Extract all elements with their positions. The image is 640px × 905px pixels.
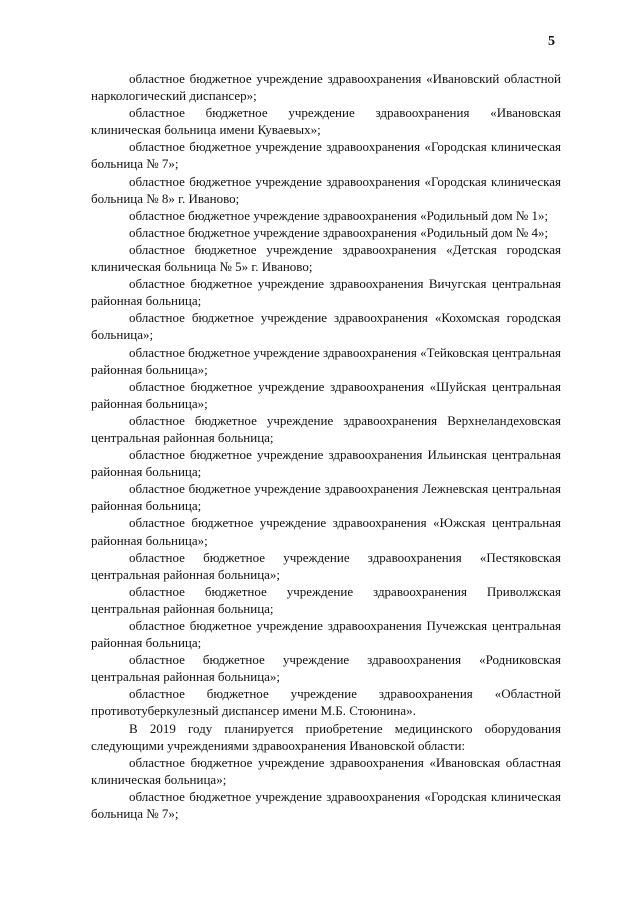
- paragraph-13: областное бюджетное учреждение здравоохранения Ильинская центральная районная больница;: [91, 447, 561, 480]
- paragraph-10: областное бюджетное учреждение здравоохранения «Тейковская центральная районная больница»;: [91, 344, 561, 377]
- paragraph-4: областное бюджетное учреждение здравоохранения «Городская клиническая больница № 8» г. Иваново;: [91, 173, 561, 206]
- paragraph-22: областное бюджетное учреждение здравоохранения «Ивановская областная клиническая больница»;: [91, 754, 561, 787]
- paragraph-8: областное бюджетное учреждение здравоохранения Вичугская центральная районная больница;: [91, 276, 561, 309]
- paragraph-7: областное бюджетное учреждение здравоохранения «Детская городская клиническая больница № 5» г. Иваново;: [91, 241, 561, 275]
- paragraph-23: областное бюджетное учреждение здравоохранения «Городская клиническая больница № 7»;: [91, 788, 561, 822]
- paragraph-5: областное бюджетное учреждение здравоохранения «Родильный дом № 1»;: [129, 207, 549, 223]
- paragraph-2: областное бюджетное учреждение здравоохранения «Ивановская клиническая больница имени Куваевых»;: [91, 105, 561, 138]
- paragraph-20: областное бюджетное учреждение здравоохранения «Областной противотуберкулезный диспансер имени М.Б. Стоюнина».: [91, 686, 561, 719]
- paragraph-15: областное бюджетное учреждение здравоохранения «Южская центральная районная больница»;: [91, 515, 561, 548]
- paragraph-18: областное бюджетное учреждение здравоохранения Пучежская центральная районная больница;: [91, 618, 561, 651]
- paragraph-3: областное бюджетное учреждение здравоохранения «Городская клиническая больница № 7»;: [91, 139, 561, 172]
- paragraph-1: областное бюджетное учреждение здравоохранения «Ивановский областной наркологический диспансер»;: [91, 71, 561, 104]
- paragraph-14: областное бюджетное учреждение здравоохранения Лежневская центральная районная больница;: [91, 481, 561, 514]
- paragraph-21: В 2019 году планируется приобретение медицинского оборудования следующими учреждениями здравоохранения Ивановской области:: [91, 720, 561, 753]
- paragraph-16: областное бюджетное учреждение здравоохранения «Пестяковская центральная районная больница»;: [91, 549, 561, 582]
- page-number: 5: [548, 34, 555, 49]
- paragraph-9: областное бюджетное учреждение здравоохранения «Кохомская городская больница»;: [91, 310, 561, 343]
- document-body: [91, 70, 561, 822]
- paragraph-12: областное бюджетное учреждение здравоохранения Верхнеландеховская центральная районная больница;: [91, 412, 561, 445]
- paragraph-6: областное бюджетное учреждение здравоохранения «Родильный дом № 4»;: [129, 224, 549, 240]
- paragraph-11: областное бюджетное учреждение здравоохранения «Шуйская центральная районная больница»;: [91, 378, 561, 411]
- paragraph-17: областное бюджетное учреждение здравоохранения Приволжская центральная районная больница;: [91, 583, 561, 616]
- paragraph-19: областное бюджетное учреждение здравоохранения «Родниковская центральная районная больница»;: [91, 652, 561, 685]
